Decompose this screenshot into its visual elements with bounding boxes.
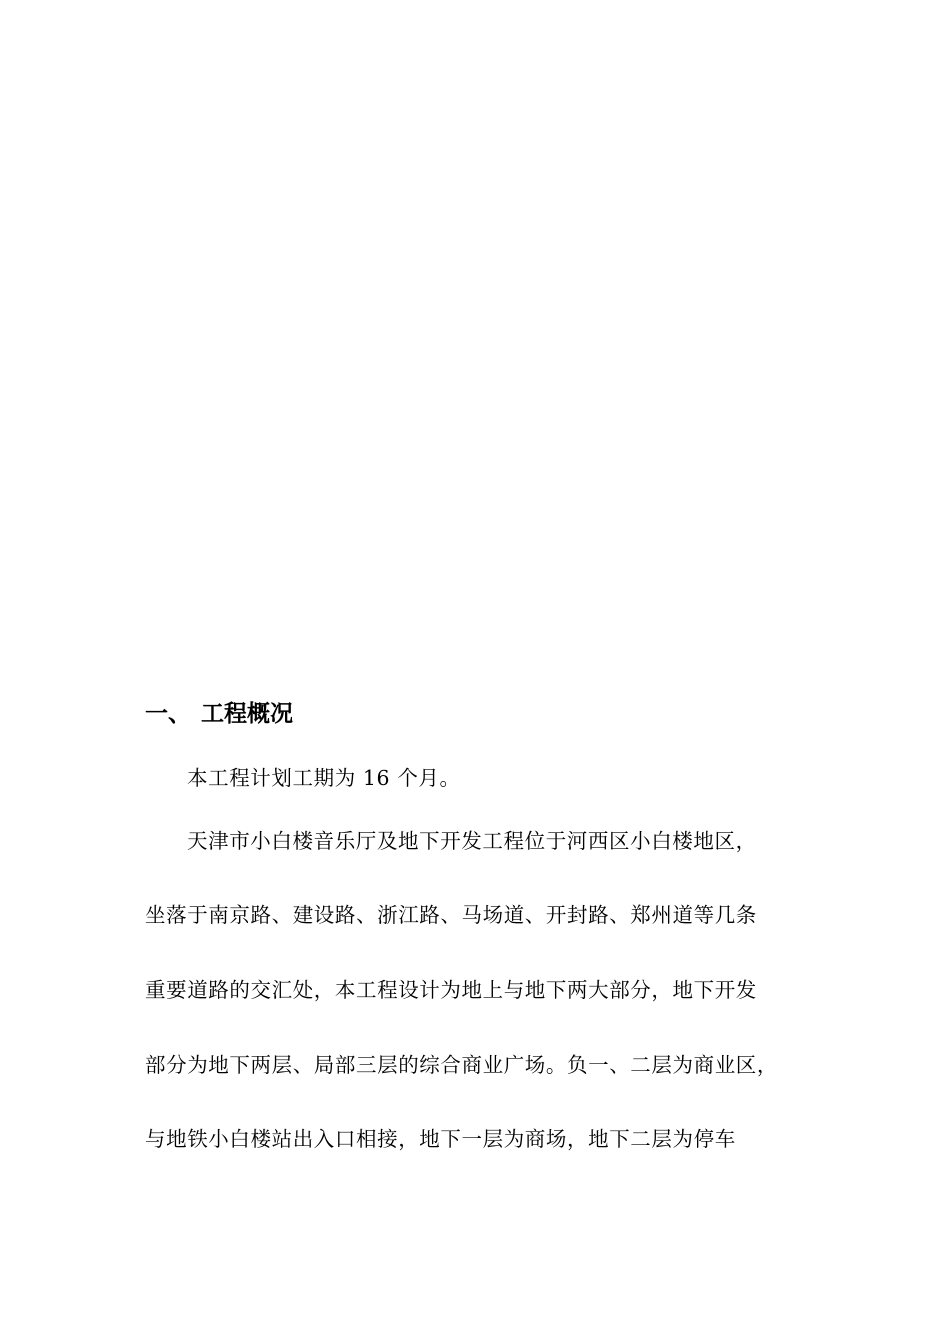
paragraph-line: 部分为地下两层、局部三层的综合商业广场。负一、二层为商业区，: [145, 1053, 778, 1077]
section-number: 一、: [145, 701, 191, 727]
section-title: 工程概况: [201, 701, 293, 727]
paragraph-line: 天津市小白楼音乐厅及地下开发工程位于河西区小白楼地区，: [187, 829, 757, 853]
paragraph-line: 与地铁小白楼站出入口相接，地下一层为商场，地下二层为停车: [145, 1127, 736, 1151]
section-heading: [145, 697, 293, 731]
paragraph-line: 重要道路的交汇处，本工程设计为地上与地下两大部分，地下开发: [145, 978, 757, 1002]
paragraph-line: 坐落于南京路、建设路、浙江路、马场道、开封路、郑州道等几条: [145, 903, 757, 927]
paragraph-duration: 本工程计划工期为 16 个月。: [187, 766, 461, 790]
